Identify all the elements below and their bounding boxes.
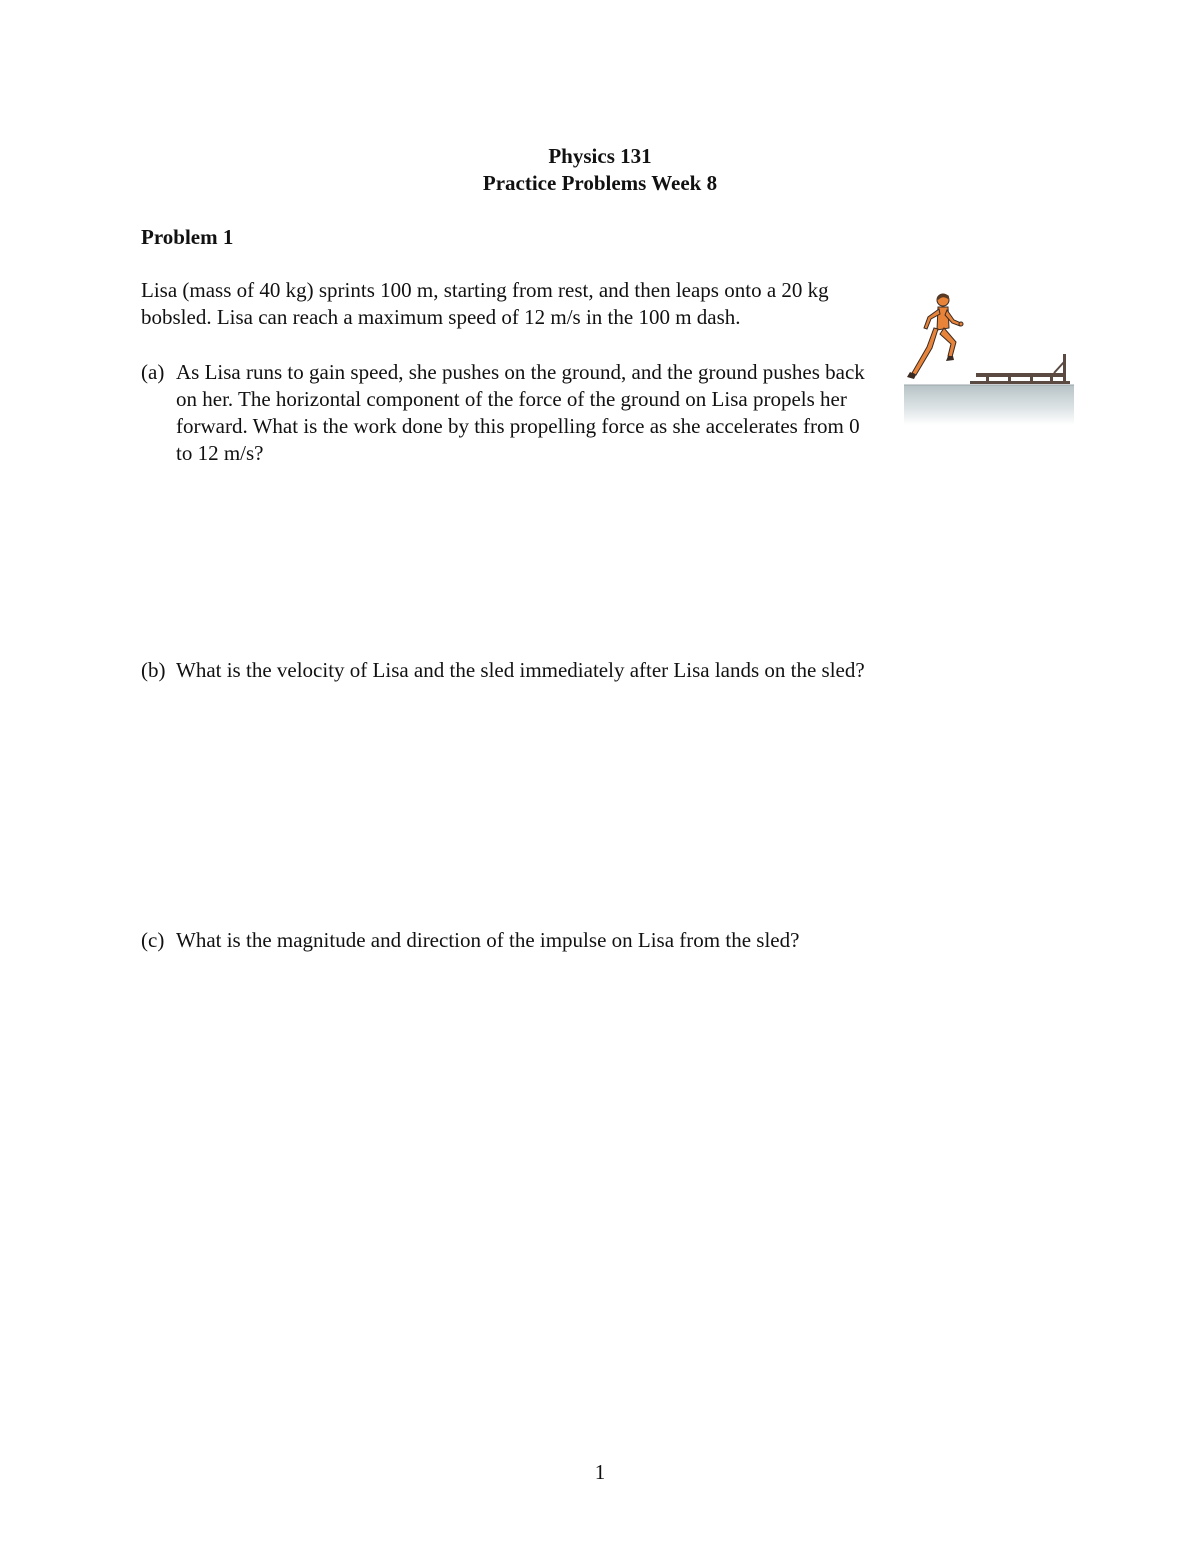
runner-front-leg xyxy=(940,328,956,357)
runner-front-shoe xyxy=(946,356,954,361)
sled-strut-4 xyxy=(1050,377,1053,381)
sled-brace xyxy=(1054,362,1064,373)
bobsled-figure xyxy=(970,354,1070,384)
ground-surface xyxy=(904,385,1074,425)
question-b-label: (b) xyxy=(141,658,166,682)
runner-and-sled-figure xyxy=(904,290,1076,425)
question-b-text: What is the velocity of Lisa and the sled immediately after Lisa lands on the sled? xyxy=(176,658,865,682)
sled-front-post xyxy=(1063,354,1066,384)
problem-intro: Lisa (mass of 40 kg) sprints 100 m, starting from rest, and then leaps onto a 20 kg bobsled. Lisa can reach a maximum speed of 12 m/s in the 100 m dash. xyxy=(141,278,829,329)
sled-strut-1 xyxy=(986,377,989,381)
worksheet-subtitle: Practice Problems Week 8 xyxy=(482,171,718,195)
sled-runner xyxy=(970,381,1070,384)
problem-heading: Problem 1 xyxy=(141,225,234,249)
sled-deck xyxy=(976,373,1064,377)
question-a-label: (a) xyxy=(141,360,165,384)
question-c-label: (c) xyxy=(141,928,165,952)
course-title: Physics 131 xyxy=(548,144,652,168)
sled-strut-3 xyxy=(1030,377,1033,381)
runner-figure xyxy=(907,294,963,379)
runner-hand xyxy=(959,322,963,326)
sled-strut-2 xyxy=(1008,377,1011,381)
runner-back-leg xyxy=(912,328,938,375)
page-number: 1 xyxy=(594,1460,606,1484)
question-a-text: As Lisa runs to gain speed, she pushes on the ground, and the ground pushes back on her. The horizontal component of the force of the ground on Lisa propels her forward. What is the work done by this propelling force as she accelerates from 0 to 12 m/s? xyxy=(176,360,865,465)
question-c-text: What is the magnitude and direction of the impulse on Lisa from the sled? xyxy=(176,928,800,952)
